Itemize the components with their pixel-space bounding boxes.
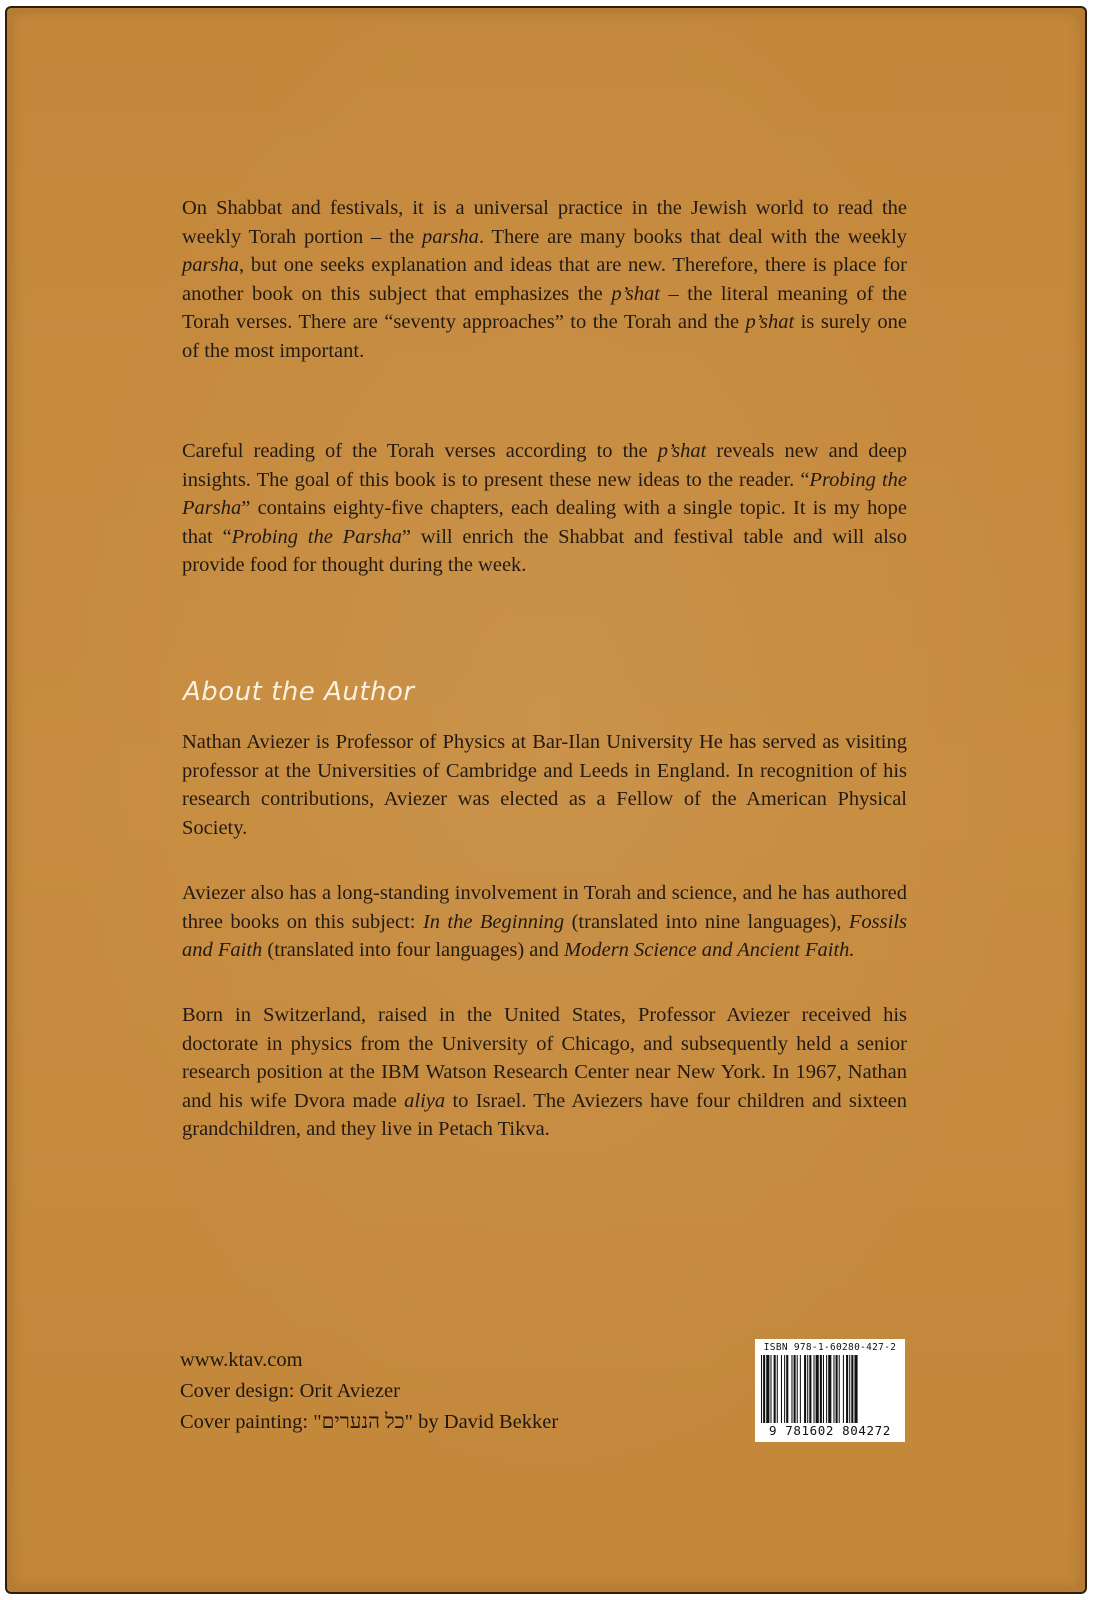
painting-suffix: by David Bekker: [413, 1411, 559, 1433]
about-paragraph-1-text: Nathan Aviezer is Professor of Physics at Bar-Ilan University He has served as visiting professor at the Universities of Cambridge and Leeds in England. In recognition of his research contributions, Aviezer was elected as a Fellow of the American Physical Society.: [182, 731, 907, 839]
painting-prefix: Cover painting:: [180, 1411, 314, 1433]
italic-text: Probing the Parsha: [231, 525, 402, 548]
italic-text: Modern Science and Ancient Faith.: [564, 939, 855, 961]
credits-block: [180, 1345, 558, 1438]
isbn-label: ISBN 978-1-60280-427-2: [763, 1342, 897, 1353]
italic-text: In the Beginning: [422, 910, 565, 933]
about-paragraph-3-text: Born in Switzerland, raised in the United States, Professor Aviezer received his doctorate in physics from the University of Chicago, and subsequently held a senior research position at the IBM Watson Research Center near New York. In 1967, Nathan and his wife Dvora made aliya to Israel. The Aviezers have four children and sixteen grandchildren, and they live in Petach Tikva.: [182, 1004, 907, 1140]
italic-text: p’shat: [745, 311, 795, 333]
about-paragraph-3: [182, 1001, 907, 1144]
painting-title: "כל הנערים": [313, 1411, 414, 1433]
about-author-heading: About the Author: [183, 677, 415, 707]
about-paragraph-2: [182, 879, 907, 965]
italic-text: p’shat: [657, 440, 707, 462]
cover-design-credit: Cover design: Orit Aviezer: [180, 1380, 400, 1402]
blurb-paragraph-2-text: Careful reading of the Torah verses according to the p’shat reveals new and deep insights. The goal of this book is to present these new ideas to the reader. “Probing the Parsha” contains eighty-five chapters, each dealing with a single topic. It is my hope that “Probing the Parsha” will enrich the Shabbat and festival table and will also provide food for thought during the week.: [182, 440, 908, 576]
italic-text: parsha: [182, 254, 239, 276]
isbn-barcode: [755, 1339, 905, 1442]
blurb-paragraph-1-text: On Shabbat and festivals, it is a universal practice in the Jewish world to read the weekly Torah portion – the parsha. There are many books that deal with the weekly parsha, but one seeks explanation and ideas that are new. Therefore, there is place for another book on this subject that emphasizes the p’shat – the literal meaning of the Torah verses. There are “seventy approaches” to the Torah and the p’shat is surely one of the most important.: [182, 197, 908, 362]
italic-text: aliya: [404, 1089, 446, 1112]
publisher-website: www.ktav.com: [180, 1349, 303, 1371]
italic-text: parsha: [421, 225, 479, 248]
about-paragraph-2-text: Aviezer also has a long-standing involvement in Torah and science, and he has authored three books on this subject: In the Beginning (translated into nine languages), Fossils and Faith (translated into four languages) and Modern Science and Ancient Faith.: [182, 882, 907, 961]
italic-text: p’shat: [611, 282, 660, 305]
blurb-paragraph-1: [182, 194, 907, 365]
isbn-digits: 9 781602 804272: [769, 1423, 891, 1438]
italic-text: Fossils and Faith: [182, 910, 907, 961]
book-back-cover: [5, 6, 1087, 1594]
italic-text: Probing the Parsha: [182, 468, 908, 519]
barcode-bars: [761, 1355, 899, 1423]
about-paragraph-1: [182, 728, 907, 842]
cover-painting-credit: [180, 1407, 558, 1438]
blurb-paragraph-2: [182, 437, 907, 580]
